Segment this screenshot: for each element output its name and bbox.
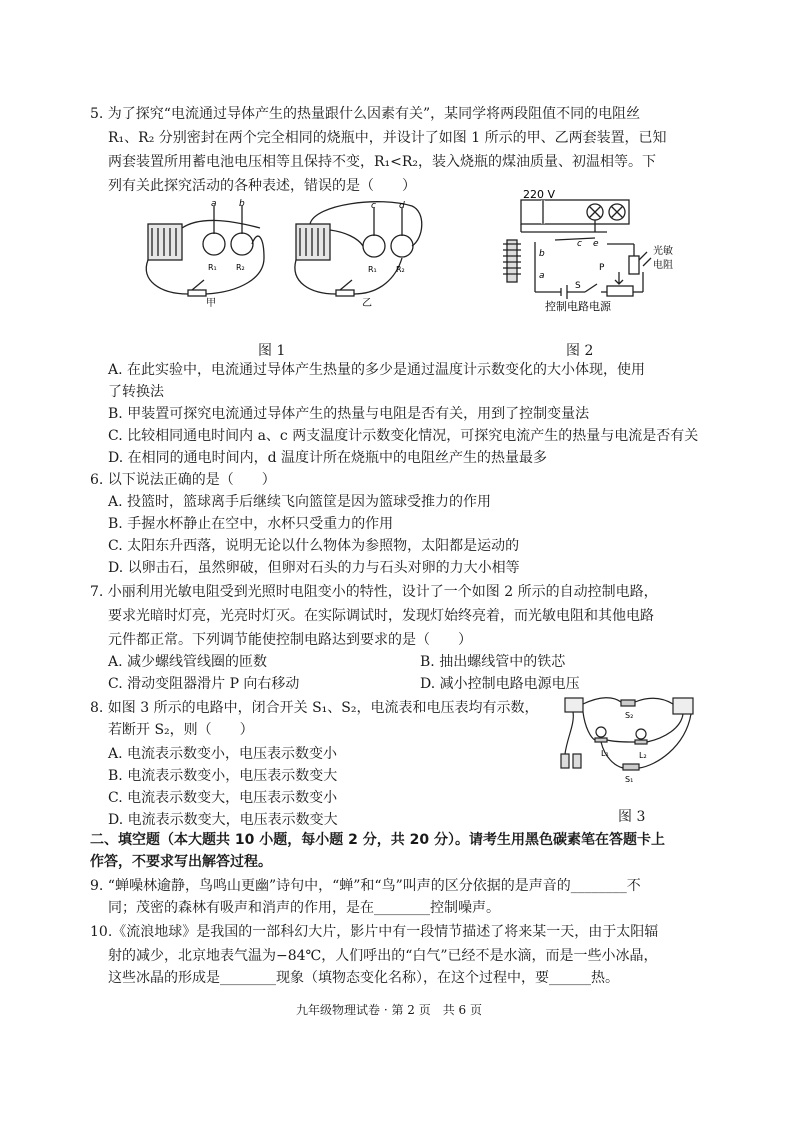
q8-option-a: A. 电流表示数变小，电压表示数变小	[108, 746, 338, 762]
q5-option-a-line2: 了转换法	[108, 384, 164, 400]
q9-line-2: 同；茂密的森林有吸声和消声的作用，是在________控制噪声。	[108, 900, 500, 916]
fig2-label-c: c	[577, 239, 582, 249]
fig1-label-jia: 甲	[206, 298, 216, 309]
q10-line-1: 10.《流浪地球》是我国的一部科幻大片，影片中有一段情节描述了将来某一天，由于太阳辐	[90, 924, 659, 940]
q7-option-c: C. 滑动变阻器滑片 P 向右移动	[108, 676, 300, 692]
figure-3-caption: 图 3	[618, 809, 646, 825]
q6-option-c: C. 太阳东升西落，说明无论以什么物体为参照物，太阳都是运动的	[108, 538, 520, 554]
q8-stem-line-2: 若断开 S₂，则（ ）	[108, 722, 254, 738]
q9-line-1: 9. “蝉噪林逾静，鸟鸣山更幽”诗句中，“蝉”和“鸟”叫声的区分依据的是声音的________不	[90, 878, 641, 894]
page-footer: 九年级物理试卷 · 第 2 页 共 6 页	[296, 1003, 482, 1017]
fig2-label-b: b	[539, 249, 545, 259]
fig1-label-d: d	[399, 201, 405, 211]
fig3-s2: S₂	[625, 711, 634, 720]
section-2-line-1: 二、填空题（本大题共 10 小题，每小题 2 分，共 20 分）。请考生用黑色碳素笔在答题卡上	[90, 832, 665, 848]
fig2-voltage: 220 V	[523, 188, 556, 201]
q5-stem-line-2: R₁、R₂ 分别密封在两个完全相同的烧瓶中，并设计了如图 1 所示的甲、乙两套装置，已知	[108, 130, 667, 146]
q8-option-b: B. 电流表示数变小，电压表示数变大	[108, 768, 338, 784]
q5-stem-line-1: 5. 为了探究“电流通过导体产生的热量跟什么因素有关”，某同学将两段阻值不同的电阻丝	[90, 106, 641, 122]
fig1-r1-yi: R₁	[368, 265, 377, 274]
q10-line-3: 这些冰晶的形成是________现象（填物态变化名称），在这个过程中，要______热。	[108, 970, 619, 986]
figure-3-circuit	[555, 688, 705, 792]
figure-2-caption: 图 2	[566, 343, 594, 359]
q6-option-a: A. 投篮时，篮球离手后继续飞向篮筐是因为篮球受推力的作用	[108, 494, 492, 510]
q6-option-b: B. 手握水杯静止在空中，水杯只受重力的作用	[108, 516, 394, 532]
fig2-sensor-line1: 光敏	[653, 246, 673, 257]
q8-stem-line-1: 8. 如图 3 所示的电路中，闭合开关 S₁、S₂，电流表和电压表均有示数，	[90, 700, 539, 716]
fig2-label-s: S	[575, 281, 581, 291]
q6-stem: 6. 以下说法正确的是（ ）	[90, 472, 276, 488]
q5-option-b: B. 甲装置可探究电流通过导体产生的热量与电阻是否有关，用到了控制变量法	[108, 406, 590, 422]
fig2-label-e: e	[593, 239, 599, 249]
q5-option-a-line1: A. 在此实验中，电流通过导体产生热量的多少是通过温度计示数变化的大小体现，使用	[108, 362, 646, 378]
q7-stem-line-3: 元件都正常。下列调节能使控制电路达到要求的是（ ）	[108, 632, 472, 648]
q5-option-d: D. 在相同的通电时间内，d 温度计所在烧瓶中的电阻丝产生的热量最多	[108, 450, 548, 466]
fig3-l1: L₁	[601, 749, 609, 758]
fig1-r2-yi: R₂	[396, 265, 405, 274]
fig3-s1: S₁	[625, 775, 634, 784]
q8-option-d: D. 电流表示数变大，电压表示数变大	[108, 812, 338, 828]
q7-option-b: B. 抽出螺线管中的铁芯	[420, 654, 566, 670]
fig1-label-c: c	[371, 201, 376, 211]
fig2-source-label: 控制电路电源	[545, 300, 611, 313]
q6-option-d: D. 以卵击石，虽然卵破，但卵对石头的力与石头对卵的力大小相等	[108, 560, 520, 576]
fig1-r2-jia: R₂	[236, 263, 245, 272]
fig2-label-p: P	[599, 263, 605, 273]
figure-1-circuits	[140, 198, 440, 308]
fig1-label-yi: 乙	[362, 298, 372, 309]
fig2-label-a: a	[539, 271, 545, 281]
q10-line-2: 射的减少，北京地表气温为−84℃，人们呼出的“白气”已经不是水滴，而是一些小冰晶，	[108, 948, 658, 964]
q7-stem-line-1: 7. 小丽利用光敏电阻受到光照时电阻变小的特性，设计了一个如图 2 所示的自动控制电路，	[90, 584, 658, 600]
q7-option-d: D. 减小控制电路电源电压	[420, 676, 580, 692]
q5-stem-line-4: 列有关此探究活动的各种表述，错误的是（ ）	[108, 178, 416, 194]
fig1-label-a: a	[211, 199, 217, 209]
fig1-r1-jia: R₁	[208, 263, 217, 272]
fig2-sensor-line2: 电阻	[653, 260, 673, 271]
q7-option-a: A. 减少螺线管线圈的匝数	[108, 654, 268, 670]
fig3-l2: L₂	[639, 751, 647, 760]
q5-option-c: C. 比较相同通电时间内 a、c 两支温度计示数变化情况，可探究电流产生的热量与电流是否有关	[108, 428, 699, 444]
section-2-line-2: 作答，不要求写出解答过程。	[90, 854, 272, 870]
q8-option-c: C. 电流表示数变大，电压表示数变小	[108, 790, 338, 806]
fig1-label-b: b	[239, 199, 245, 209]
figure-1-caption: 图 1	[258, 343, 286, 359]
q5-stem-line-3: 两套装置所用蓄电池电压相等且保持不变，R₁<R₂，装入烧瓶的煤油质量、初温相等。下	[108, 154, 657, 170]
q7-stem-line-2: 要求光暗时灯亮，光亮时灯灭。在实际调试时，发现灯始终亮着，而光敏电阻和其他电路	[108, 608, 654, 624]
figure-2-control-circuit	[495, 188, 695, 322]
